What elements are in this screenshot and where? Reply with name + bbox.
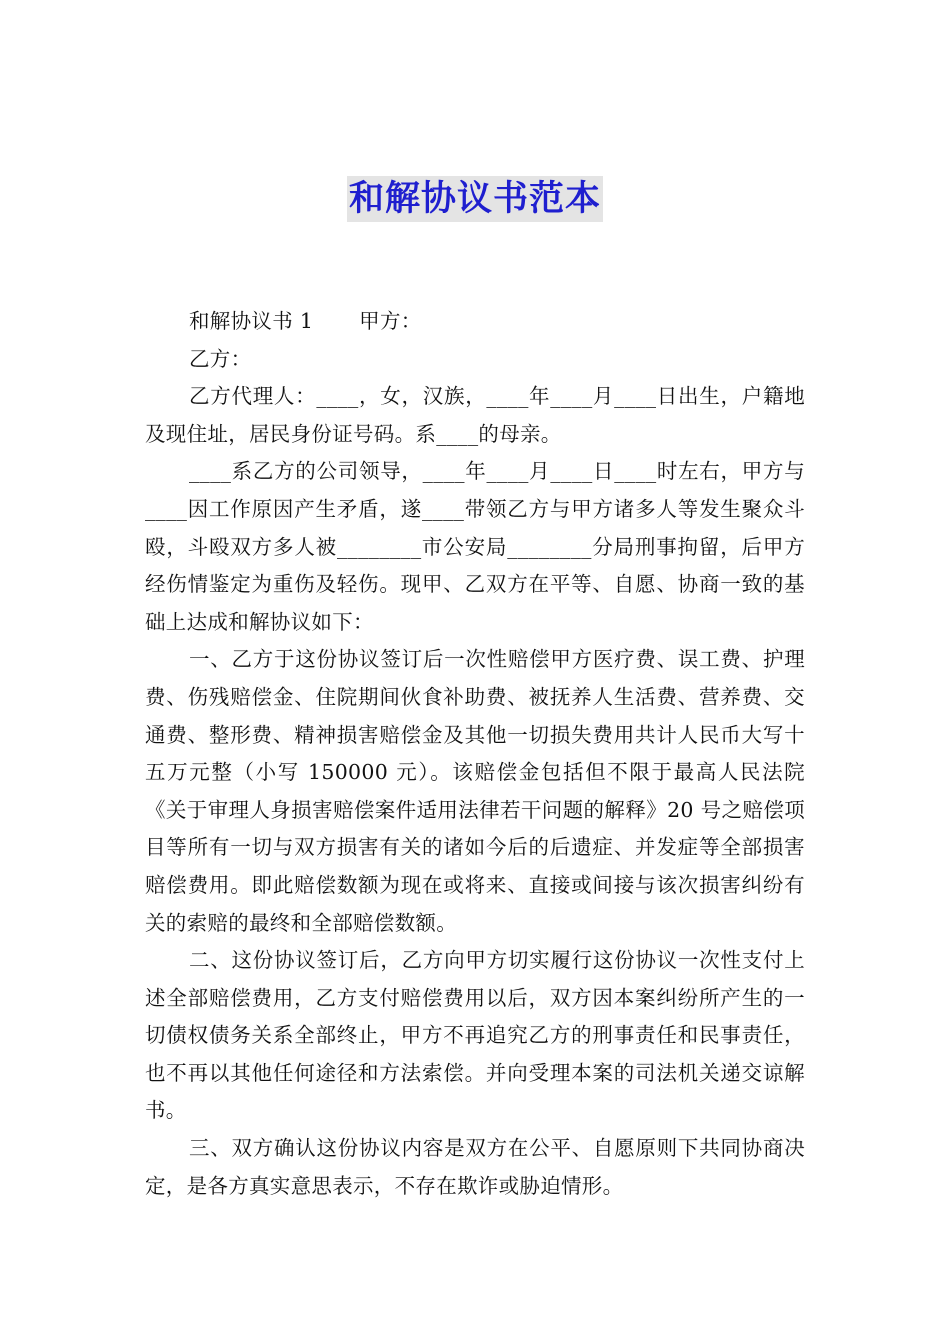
paragraph-clause-3: 三、双方确认这份协议内容是双方在公平、自愿原则下共同协商决定，是各方真实意思表示，不存在欺诈或胁迫情形。: [145, 1136, 805, 1198]
heading-line: [145, 303, 805, 341]
party-a-label: 甲方：: [359, 309, 422, 333]
document-body: [145, 303, 805, 1205]
agreement-number: 和解协议书 1: [189, 309, 314, 333]
paragraph-clause-1: 一、乙方于这份协议签订后一次性赔偿甲方医疗费、误工费、护理费、伤残赔偿金、住院期间伙食补助费、被抚养人生活费、营养费、交通费、整形费、精神损害赔偿金及其他一切损失费用共计人民币大写十五万元整（小写 150000 元）。该赔偿金包括但不限于最高人民法院《关于审理人身损害赔偿案件适用法律若干问题的解释》20 号之赔偿项目等所有一切与双方损害有关的诸如今后的后遗症、并发症等全部损害赔偿费用。即此赔偿数额为现在或将来、直接或间接与该次损害纠纷有关的索赔的最终和全部赔偿数额。: [145, 647, 805, 935]
paragraph-background: ____系乙方的公司领导，____年____月____日____时左右，甲方与____因工作原因产生矛盾，遂____带领乙方与甲方诸多人等发生聚众斗殴，斗殴双方多人被________市公安局________分局刑事拘留，后甲方经伤情鉴定为重伤及轻伤。现甲、乙双方在平等、自愿、协商一致的基础上达成和解协议如下：: [145, 459, 805, 634]
document-title: 和解协议书范本: [347, 176, 603, 222]
paragraph-party-b: 乙方：: [189, 346, 252, 371]
title-area: [0, 176, 950, 222]
paragraph-party-b-agent: 乙方代理人：____，女，汉族，____年____月____日出生，户籍地及现住址，居民身份证号码。系____的母亲。: [145, 384, 805, 446]
paragraph-clause-2: 二、这份协议签订后，乙方向甲方切实履行这份协议一次性支付上述全部赔偿费用，乙方支付赔偿费用以后，双方因本案纠纷所产生的一切债权债务关系全部终止，甲方不再追究乙方的刑事责任和民事责任，也不再以其他任何途径和方法索偿。并向受理本案的司法机关递交谅解书。: [145, 948, 805, 1123]
